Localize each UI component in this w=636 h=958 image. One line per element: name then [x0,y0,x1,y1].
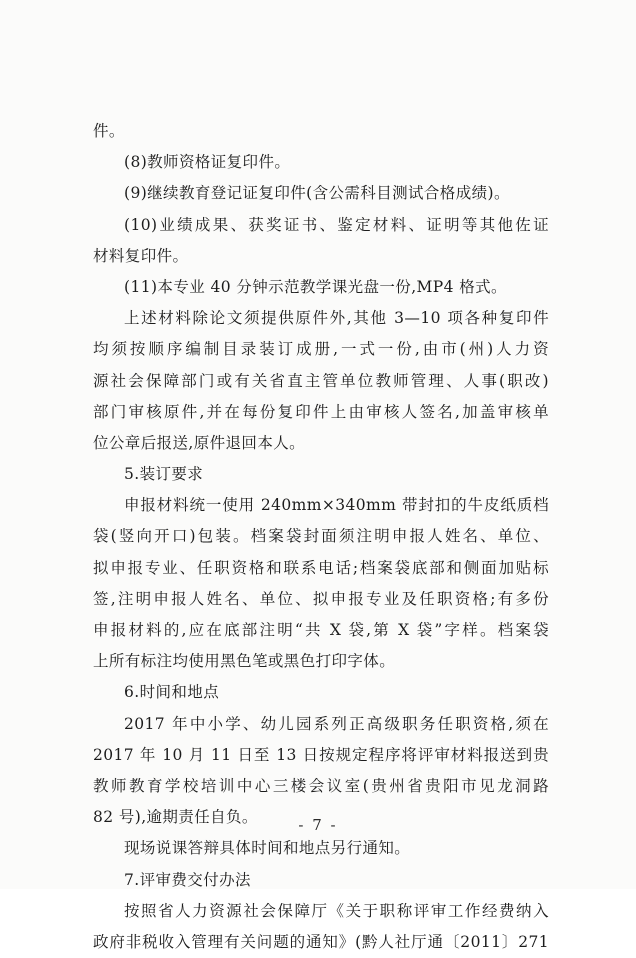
paragraph-line: 2017 年 10 月 11 日至 13 日按规定程序将评审材料报送到贵 [93,745,549,764]
paragraph-line: 政府非税收入管理有关问题的通知》(黔人社厅通〔2011〕271 [93,932,549,951]
paragraph-line: 现场说课答辩具体时间和地点另行通知。 [124,839,411,858]
paragraph-line: 位公章后报送,原件退回本人。 [93,433,306,452]
paragraph-line: 均须按顺序编制目录装订成册,一式一份,由市(州)人力资 [93,340,549,359]
section-heading-binding: 5.装订要求 [124,465,204,484]
paragraph-line: 82 号),逾期责任自负。 [93,808,258,827]
page-number: - 7 - [298,816,338,834]
paragraph-line: 上述材料除论文须提供原件外,其他 3—10 项各种复印件 [124,309,549,328]
paragraph-line: 申报材料统一使用 240mm×340mm 带封扣的牛皮纸质档 [124,496,549,515]
section-heading-fee: 7.评审费交付办法 [124,870,251,889]
list-item-8: (8)教师资格证复印件。 [124,153,291,172]
section-heading-time-place: 6.时间和地点 [124,683,220,702]
list-item-11: (11)本专业 40 分钟示范教学课光盘一份,MP4 格式。 [124,277,507,296]
paragraph-line: 申报材料的,应在底部注明“共 X 袋,第 X 袋”字样。档案袋 [93,621,549,639]
list-item-10: (10)业绩成果、获奖证书、鉴定材料、证明等其他佐证 [124,215,549,234]
paragraph-line: 按照省人力资源社会保障厅《关于职称评审工作经费纳入 [124,901,549,920]
paragraph-line: 上所有标注均使用黑色笔或黑色打印字体。 [93,652,396,671]
paragraph-line: 教师教育学校培训中心三楼会议室(贵州省贵阳市见龙洞路 [93,776,549,795]
paragraph-line: 2017 年中小学、幼儿园系列正高级职务任职资格,须在 [124,714,549,733]
paragraph-line: 源社会保障部门或有关省直主管单位教师管理、人事(职改) [93,371,549,390]
paragraph-line: 签,注明申报人姓名、单位、拟申报专业及任职资格;有多份 [93,589,549,608]
text-line: 件。 [93,122,125,140]
paragraph-line: 拟申报专业、任职资格和联系电话;档案袋底部和侧面加贴标 [93,558,549,577]
list-item-9: (9)继续教育登记证复印件(含公需科目测试合格成绩)。 [124,184,510,203]
paragraph-line: 袋(竖向开口)包装。档案袋封面须注明申报人姓名、单位、 [93,527,549,546]
text-line: 材料复印件。 [93,246,189,265]
paragraph-line: 部门审核原件,并在每份复印件上由审核人签名,加盖审核单 [93,402,549,421]
